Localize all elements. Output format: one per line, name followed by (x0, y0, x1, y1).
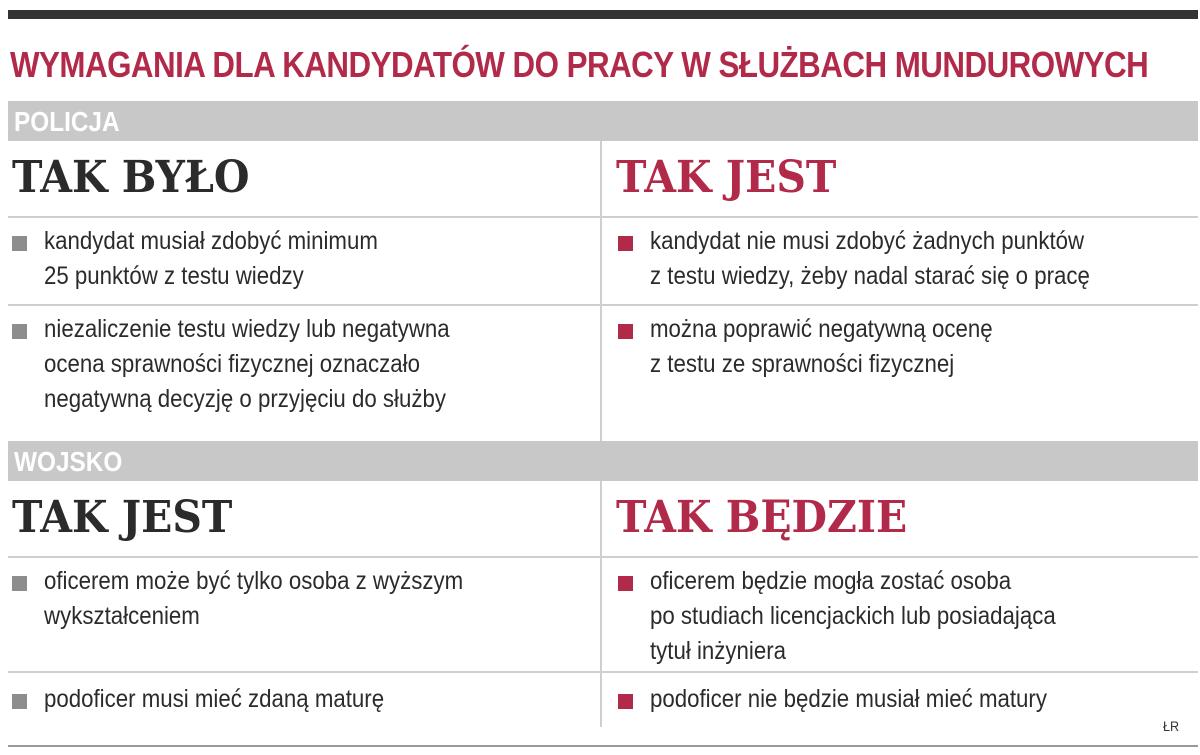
bullet-square-icon (618, 324, 633, 339)
list-item (618, 564, 1178, 669)
bullet-square-icon (618, 236, 633, 251)
list-item (12, 682, 572, 717)
item-text: niezaliczenie testu wiedzy lub negatywna ocena sprawności fizycznej oznaczało negatywną decyzję o przyjęciu do służby (44, 315, 450, 413)
heading-tak-bedzie: TAK BĘDZIE (616, 492, 908, 543)
bullet-square-icon (618, 694, 633, 709)
section-label-policja: POLICJA (14, 106, 120, 137)
bullet-square-icon (12, 576, 27, 591)
item-text: można poprawić negatywną ocenę z testu ze sprawności fizycznej (650, 315, 993, 378)
bottom-rule (8, 745, 1198, 747)
list-item (12, 312, 572, 417)
section-label-wojsko: WOJSKO (14, 446, 123, 477)
author-credit: ŁR (1163, 718, 1180, 734)
bullet-square-icon (618, 576, 633, 591)
bullet-square-icon (12, 324, 27, 339)
list-item (12, 224, 572, 294)
list-item (12, 564, 572, 634)
bullet-square-icon (12, 694, 27, 709)
row-divider (8, 556, 1198, 558)
list-item (618, 224, 1178, 294)
heading-tak-jest-policja: TAK JEST (616, 152, 837, 203)
row-divider (8, 304, 1198, 306)
heading-tak-bylo: TAK BYŁO (12, 152, 250, 203)
row-divider (8, 216, 1198, 218)
item-text: podoficer musi mieć zdaną maturę (44, 685, 385, 713)
list-item (618, 312, 1178, 382)
main-title: WYMAGANIA DLA KANDYDATÓW DO PRACY W SŁUŻBACH MUNDUROWYCH (10, 44, 1149, 85)
bullet-square-icon (12, 236, 27, 251)
item-text: podoficer nie będzie musiał mieć matury (650, 685, 1047, 713)
row-divider (8, 671, 1198, 673)
item-text: oficerem może być tylko osoba z wyższym wykształceniem (44, 567, 464, 630)
section-bar-wojsko (8, 441, 1198, 481)
item-text: oficerem będzie mogła zostać osoba po studiach licencjackich lub posiadająca tytuł inżyniera (650, 567, 1056, 665)
heading-tak-jest-wojsko: TAK JEST (12, 492, 233, 543)
section-bar-policja (8, 101, 1198, 141)
item-text: kandydat musiał zdobyć minimum 25 punktów z testu wiedzy (44, 227, 378, 290)
item-text: kandydat nie musi zdobyć żadnych punktów z testu wiedzy, żeby nadal starać się o pracę (650, 227, 1090, 290)
list-item (618, 682, 1178, 717)
top-rule (8, 10, 1198, 19)
